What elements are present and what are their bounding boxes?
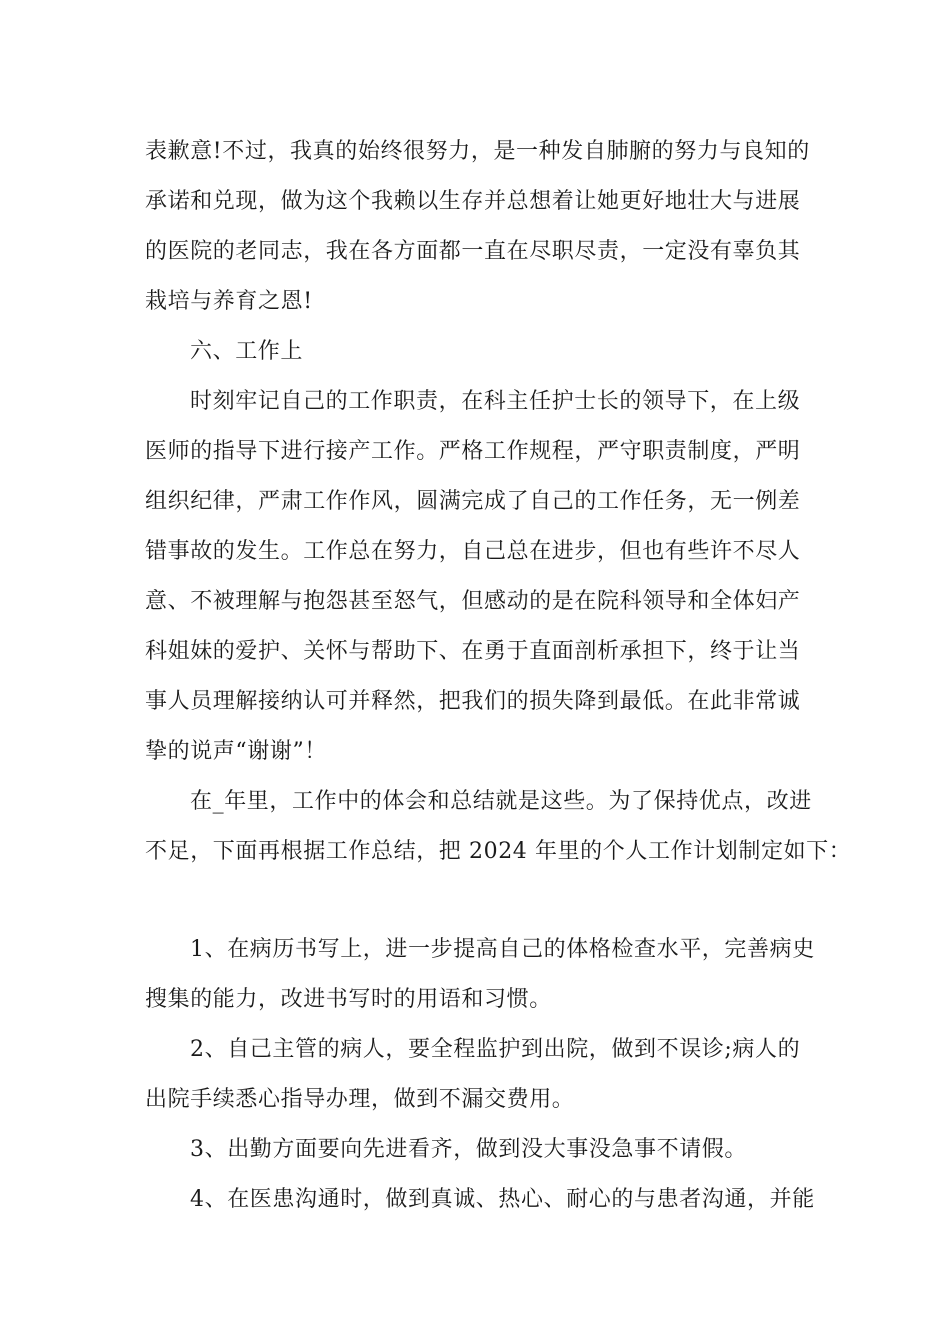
para2-line-7: 事人员理解接纳认可并释然，把我们的损失降到最低。在此非常诚 [145, 689, 801, 714]
plan-item-4-line-1: 4、在医患沟通时，做到真诚、热心、耐心的与患者沟通，并能 [190, 1187, 815, 1212]
para2-line-3: 组织纪律，严肃工作作风，圆满完成了自己的工作任务，无一例差 [145, 489, 801, 514]
plan-item-3: 3、出勤方面要向先进看齐，做到没大事没急事不请假。 [190, 1137, 747, 1162]
plan-item-2-line-2: 出院手续悉心指导办理，做到不漏交费用。 [145, 1087, 575, 1112]
para2-line-5: 意、不被理解与抱怨甚至怒气，但感动的是在院科领导和全体妇产 [145, 589, 801, 614]
para1-line-4: 栽培与养育之恩! [145, 289, 313, 314]
para2-line-1: 时刻牢记自己的工作职责，在科主任护士长的领导下，在上级 [190, 389, 801, 414]
para1-line-1: 表歉意!不过，我真的始终很努力，是一种发自肺腑的努力与良知的 [145, 139, 810, 164]
plan-item-1-line-1: 1、在病历书写上，进一步提高自己的体格检查水平，完善病史 [190, 937, 815, 962]
para3-line-1: 在_年里，工作中的体会和总结就是这些。为了保持优点，改进 [190, 789, 812, 814]
para2-line-2: 医师的指导下进行接产工作。严格工作规程，严守职责制度，严明 [145, 439, 801, 464]
para1-line-2: 承诺和兑现，做为这个我赖以生存并总想着让她更好地壮大与进展 [145, 189, 801, 214]
para1-line-3: 的医院的老同志，我在各方面都一直在尽职尽责，一定没有辜负其 [145, 239, 801, 264]
plan-item-1-line-2: 搜集的能力，改进书写时的用语和习惯。 [145, 987, 552, 1012]
para2-line-8: 挚的说声“谢谢”！ [145, 739, 327, 764]
para2-line-4: 错事故的发生。工作总在努力，自己总在进步，但也有些许不尽人 [145, 539, 801, 564]
plan-item-2-line-1: 2、自己主管的病人，要全程监护到出院，做到不误诊;病人的 [190, 1037, 801, 1062]
para2-line-6: 科姐妹的爱护、关怀与帮助下、在勇于直面剖析承担下，终于让当 [145, 639, 801, 664]
para3-line-2: 不足，下面再根据工作总结，把 2024 年里的个人工作计划制定如下： [145, 839, 852, 864]
section-heading-six: 六、工作上 [190, 339, 304, 364]
